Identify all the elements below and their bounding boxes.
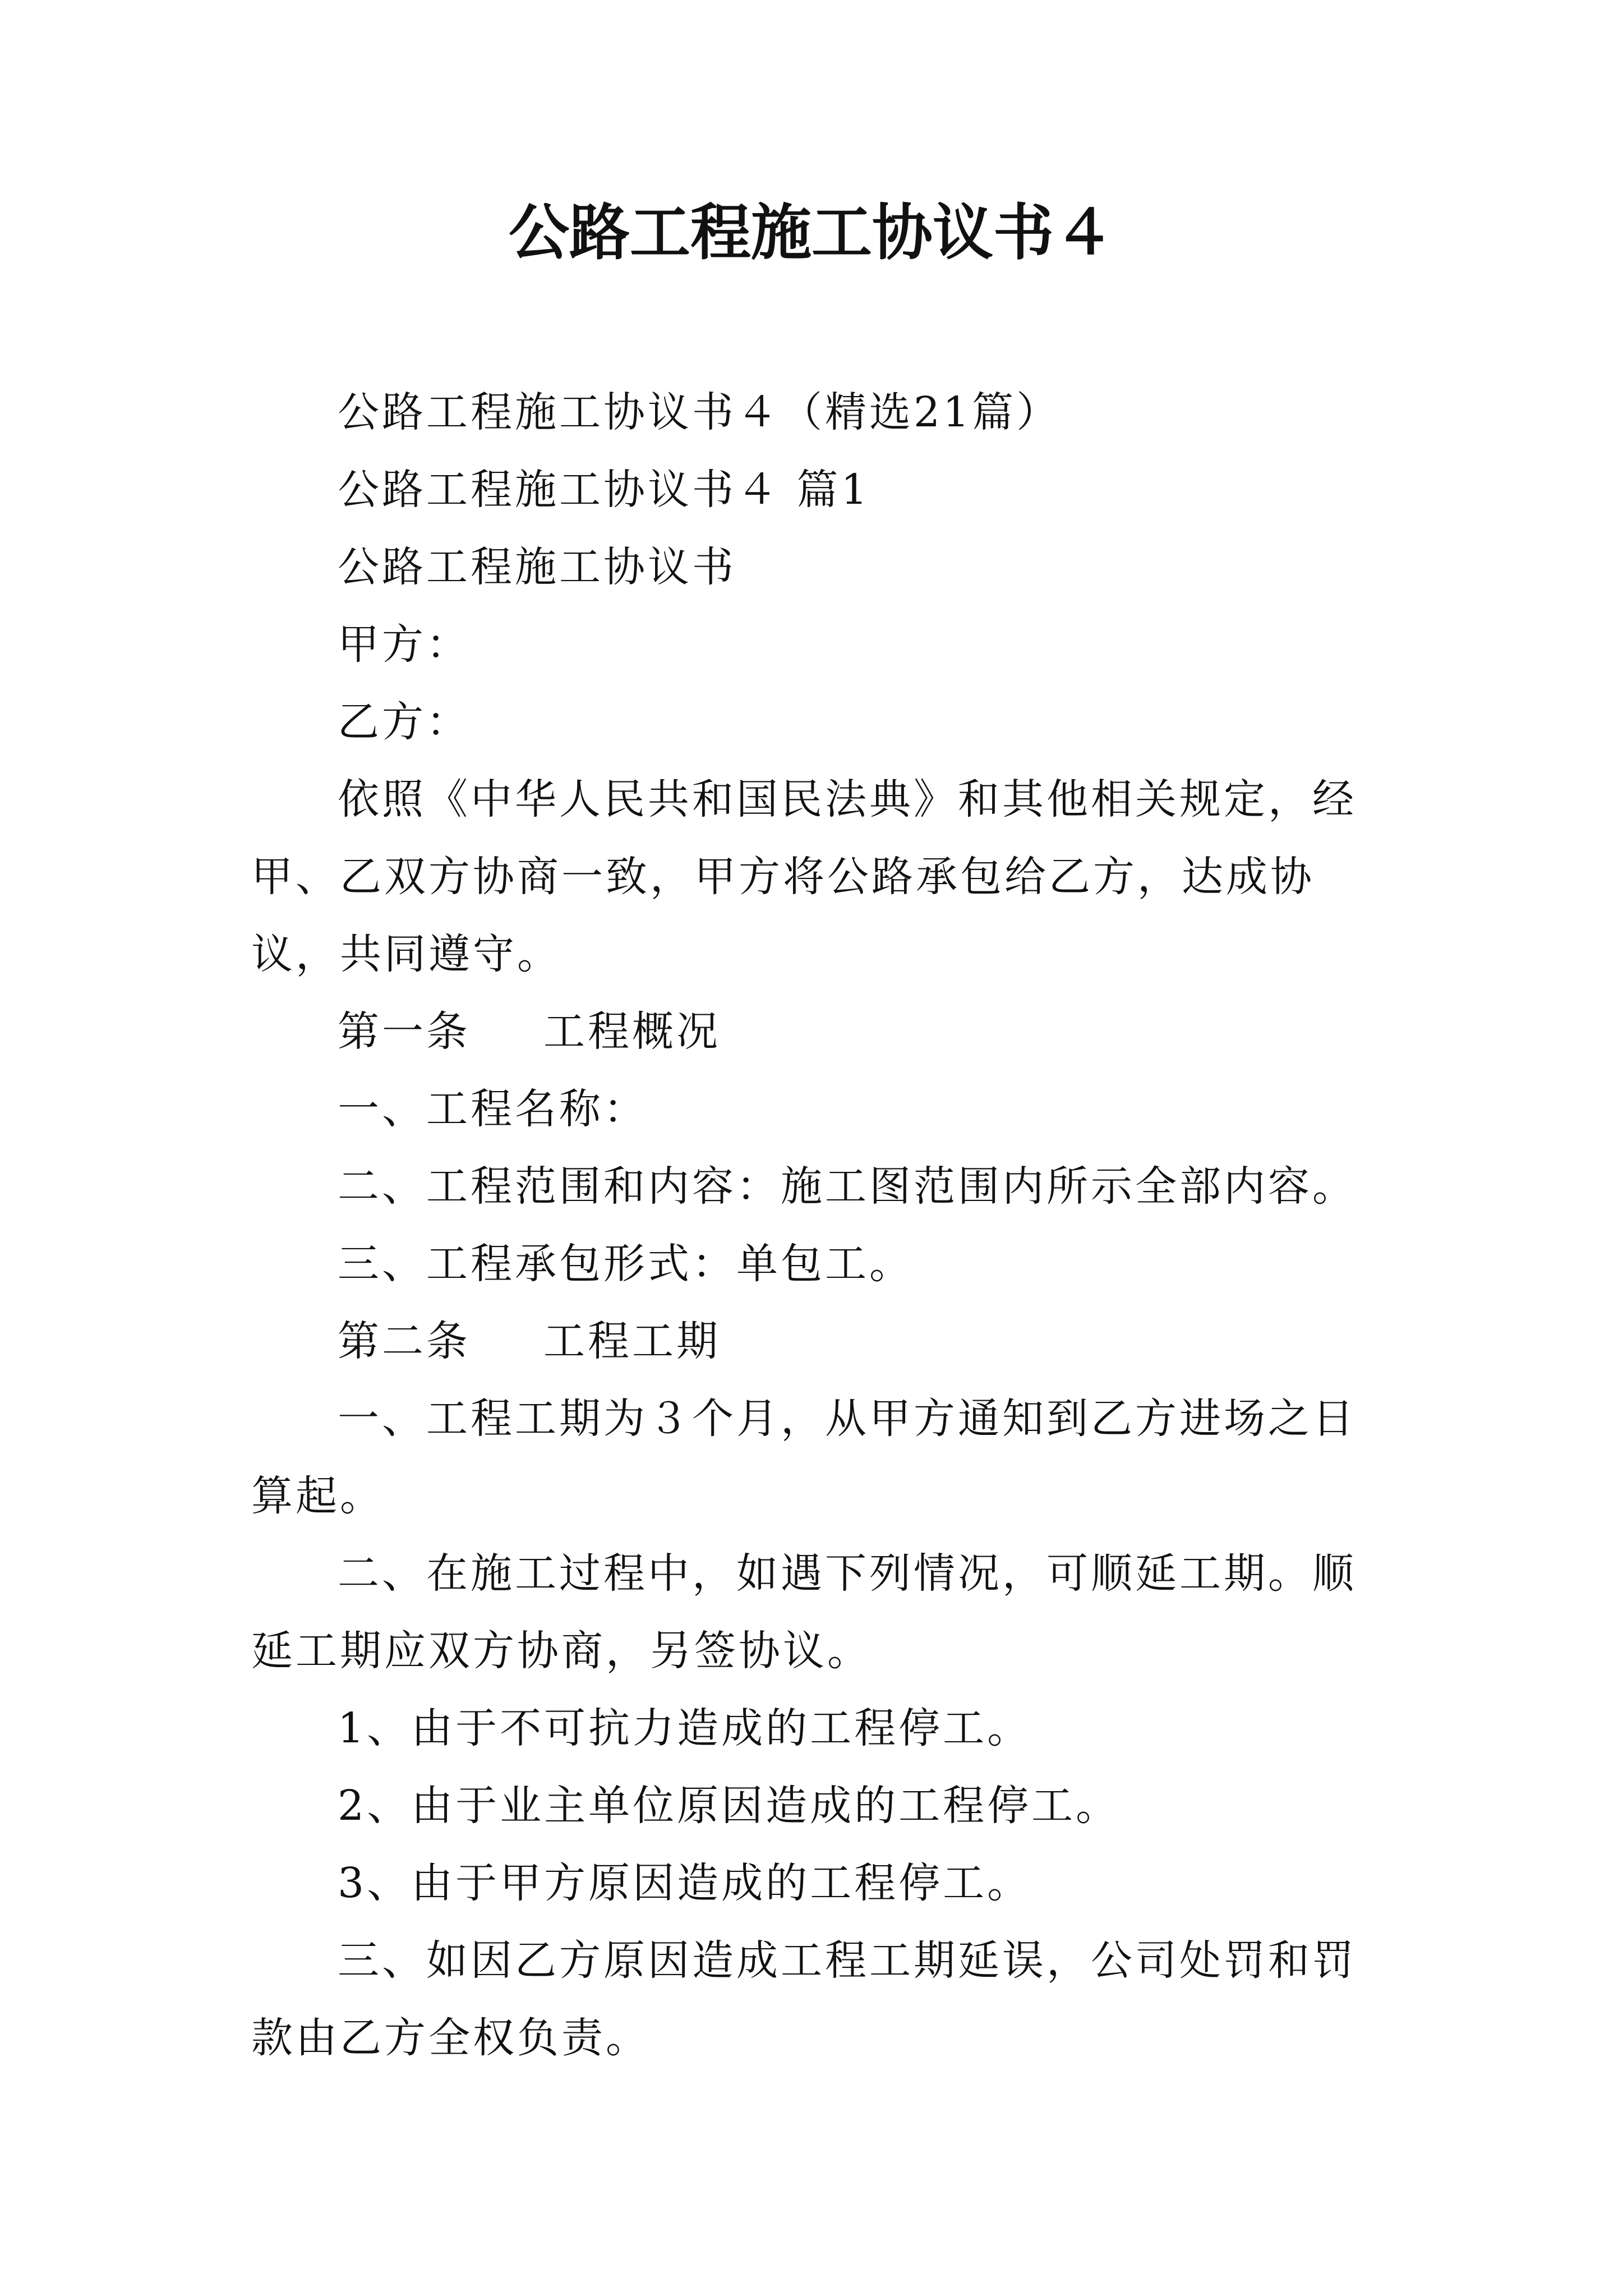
duration-paragraph: 一、工程工期为３个月，从甲方通知到乙方进场之日算起。 [251,1395,1357,1520]
subtitle-line: 公路工程施工协议书４（精选21篇） [338,388,1061,436]
party-a-line: 甲方： [338,620,471,669]
document-body [251,374,1390,2077]
delay-penalty-paragraph: 三、如因乙方原因造成工程工期延误，公司处罚和罚款由乙方全权负责。 [251,1936,1357,2062]
article-2-title: 工程工期 [543,1317,721,1365]
section-heading: 公路工程施工协议书４ 篇1 [338,466,870,514]
extension-paragraph: 二、在施工过程中，如遇下列情况，可顺延工期。顺延工期应双方协商，另签协议。 [251,1549,1357,1675]
agreement-title: 公路工程施工协议书 [338,543,736,591]
document-title: 公路工程施工协议书４ [508,197,1114,268]
extension-item-1: 1、由于不可抗力造成的工程停工。 [338,1704,1032,1752]
extension-item-3: 3、由于甲方原因造成的工程停工。 [338,1859,1032,1907]
article-1-heading [251,993,1390,1070]
party-b-line: 乙方： [338,698,471,746]
article-1-number: 第一条 [338,1007,471,1056]
project-scope-line: 二、工程范围和内容：施工图范围内所示全部内容。 [338,1162,1357,1211]
project-name-line: 一、工程名称： [338,1085,648,1133]
article-2-number: 第二条 [338,1317,471,1365]
extension-item-2: 2、由于业主单位原因造成的工程停工。 [338,1782,1121,1830]
contract-form-line: 三、工程承包形式：单包工。 [338,1240,914,1288]
preamble-paragraph: 依照《中华人民共和国民法典》和其他相关规定，经甲、乙双方协商一致，甲方将公路承包给乙方，达成协议，共同遵守。 [251,775,1357,978]
article-1-title: 工程概况 [543,1007,721,1056]
article-2-heading [251,1303,1390,1380]
